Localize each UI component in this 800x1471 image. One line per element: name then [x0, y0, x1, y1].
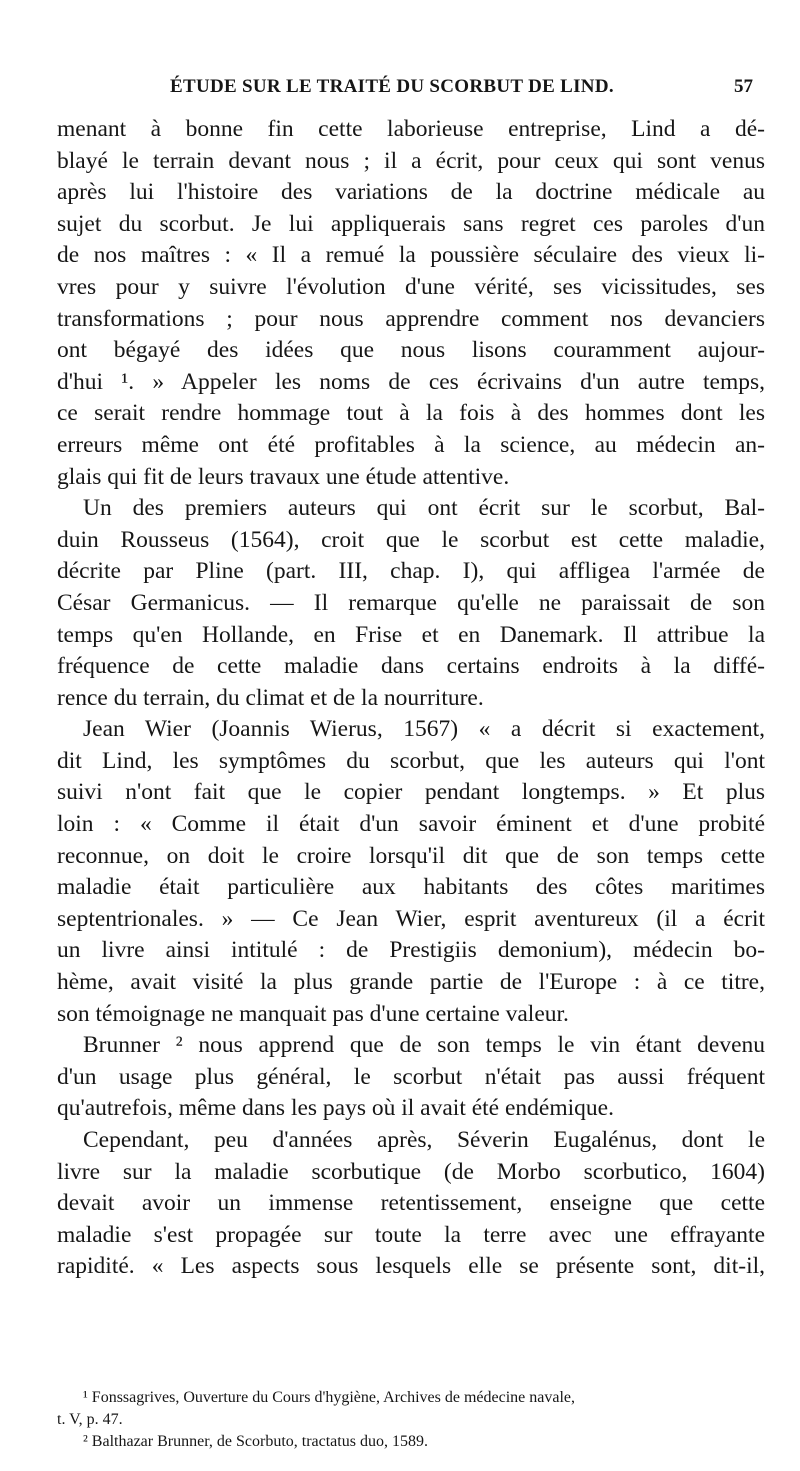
text-line: maladie était particulière aux habitants des côtes maritimes — [57, 874, 765, 901]
text-line: ce serait rendre hommage tout à la fois à des hommes dont les — [57, 400, 765, 427]
text-line: son témoignage ne manquait pas d'une certaine valeur. — [57, 1000, 569, 1027]
footnote-line: ² Balthazar Brunner, de Scorbuto, tractatus duo, 1589. — [83, 1433, 428, 1450]
text-line: hème, avait visité la plus grande partie de l'Europe : à ce titre, — [57, 969, 765, 996]
text-line: d'un usage plus général, le scorbut n'était pas aussi fréquent — [57, 1063, 765, 1090]
text-line: sujet du scorbut. Je lui appliquerais sans regret ces paroles d'un — [57, 210, 765, 237]
text-line: reconnue, on doit le croire lorsqu'il dit que de son temps cette — [57, 842, 765, 869]
text-line: après lui l'histoire des variations de la doctrine médicale au — [57, 179, 765, 206]
text-line: glais qui fit de leurs travaux une étude attentive. — [57, 463, 510, 490]
text-line: blayé le terrain devant nous ; il a écrit, pour ceux qui sont venus — [57, 147, 765, 174]
text-line: de nos maîtres : « Il a remué la poussière séculaire des vieux li- — [57, 242, 765, 269]
text-line: décrite par Pline (part. III, chap. I), qui affligea l'armée de — [57, 558, 765, 585]
text-line: devait avoir un immense retentissement, enseigne que cette — [57, 1190, 765, 1217]
text-line: rence du terrain, du climat et de la nourriture. — [57, 684, 484, 711]
text-line: erreurs même ont été profitables à la science, au médecin an- — [57, 431, 765, 458]
text-line: transformations ; pour nous apprendre comment nos devanciers — [57, 305, 765, 332]
text-line: septentrionales. » — Ce Jean Wier, esprit aventureux (il a écrit — [57, 905, 765, 932]
text-line: vres pour y suivre l'évolution d'une vérité, ses vicissitudes, ses — [57, 273, 765, 300]
text-line: menant à bonne fin cette laborieuse entreprise, Lind a dé- — [57, 116, 765, 142]
text-line: d'hui ¹. » Appeler les noms de ces écrivains d'un autre temps, — [57, 368, 765, 395]
text-line: rapidité. « Les aspects sous lesquels elle se présente sont, dit-il, — [57, 1253, 765, 1280]
page-number: 57 — [734, 76, 753, 97]
footnotes — [57, 1387, 765, 1453]
text-line: Un des premiers auteurs qui ont écrit sur le scorbut, Bal- — [83, 495, 765, 522]
text-line: Cependant, peu d'années après, Séverin Eugalénus, dont le — [83, 1127, 765, 1153]
text-line: loin : « Comme il était d'un savoir éminent et d'une probité — [57, 811, 765, 838]
text-line: ont bégayé des idées que nous lisons couramment aujour- — [57, 337, 765, 364]
text-line: maladie s'est propagée sur toute la terre avec une effrayante — [57, 1221, 765, 1248]
running-title: ÉTUDE SUR LE TRAITÉ DU SCORBUT DE LIND. — [170, 76, 614, 97]
body-text — [57, 114, 765, 1283]
text-line: duin Rousseus (1564), croit que le scorbut est cette maladie, — [57, 526, 765, 553]
text-line: un livre ainsi intitulé : de Prestigiis demonium), médecin bo- — [57, 937, 765, 964]
running-head — [0, 76, 800, 108]
footnote-line: t. V, p. 47. — [57, 1411, 123, 1428]
text-line: qu'autrefois, même dans les pays où il avait été endémique. — [57, 1095, 614, 1122]
text-line: dit Lind, les symptômes du scorbut, que les auteurs qui l'ont — [57, 747, 765, 774]
text-line: César Germanicus. — Il remarque qu'elle ne paraissait de son — [57, 589, 765, 616]
text-line: fréquence de cette maladie dans certains endroits à la diffé- — [57, 653, 765, 680]
footnote-line: ¹ Fonssagrives, Ouverture du Cours d'hygiène, Archives de médecine navale, — [83, 1389, 575, 1406]
text-line: temps qu'en Hollande, en Frise et en Danemark. Il attribue la — [57, 621, 765, 648]
text-line: Brunner ² nous apprend que de son temps le vin étant devenu — [83, 1032, 765, 1059]
text-line: livre sur la maladie scorbutique (de Morbo scorbutico, 1604) — [57, 1158, 765, 1185]
text-line: suivi n'ont fait que le copier pendant longtemps. » Et plus — [57, 779, 765, 806]
text-line: Jean Wier (Joannis Wierus, 1567) « a décrit si exactement, — [83, 716, 765, 743]
